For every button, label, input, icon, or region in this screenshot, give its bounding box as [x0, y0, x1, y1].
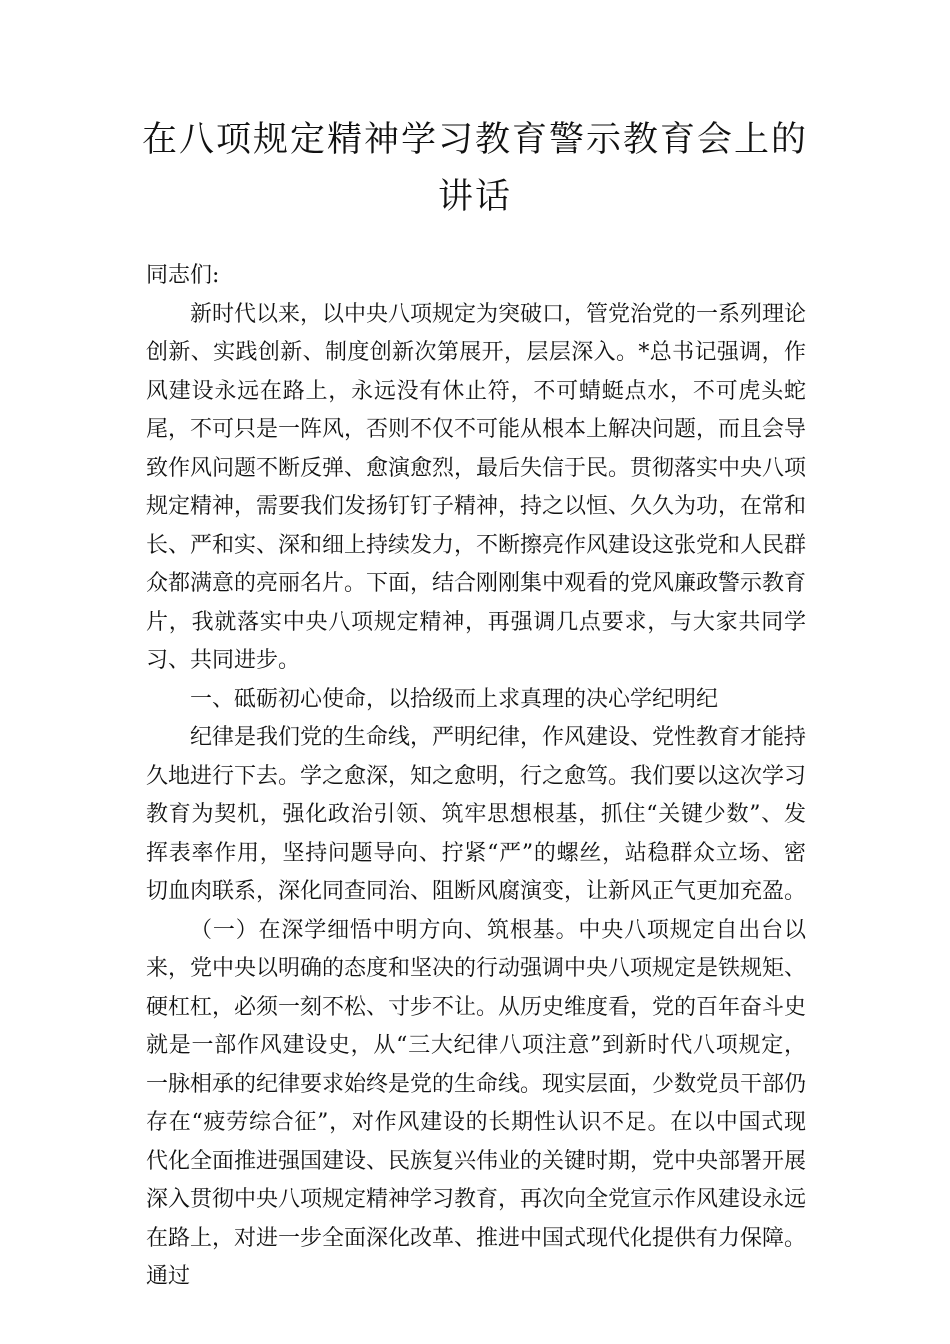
section-heading-1: 一、砥砺初心使命，以拾级而上求真理的决心学纪明纪 — [190, 686, 719, 712]
greeting: 同志们: — [146, 263, 220, 288]
paragraph-discipline: 纪律是我们党的生命线，严明纪律，作风建设、党性教育才能持久地进行下去。学之愈深，知之愈明，行之愈笃。我们要以这次学习教育为契机，强化政治引领、筑牢思想根基，抓住“关键少数”、发挥表率作用，坚持问题导向、拧紧“严”的螺丝，站稳群众立场、密切血肉联系，深化同查同治、阻断风腐演变，让新风正气更加充盈。 — [146, 725, 807, 904]
document-body — [146, 257, 806, 1297]
title-line-1: 在八项规定精神学习教育警示教育会上的 — [141, 120, 808, 160]
paragraph-subsection-1: （一）在深学细悟中明方向、筑根基。中央八项规定自出台以来，党中央以明确的态度和坚决的行动强调中央八项规定是铁规矩、硬杠杠，必须一刻不松、寸步不让。从历史维度看，党的百年奋斗史就是一部作风建设史，从“三大纪律八项注意”到新时代八项规定，一脉相承的纪律要求始终是党的生命线。现实层面，少数党员干部仍存在“疲劳综合征”，对作风建设的长期性认识不足。在以中国式现代化全面推进强国建设、民族复兴伟业的关键时期，党中央部署开展深入贯彻中央八项规定精神学习教育，再次向全党宣示作风建设永远在路上，对进一步全面深化改革、推进中国式现代化提供有力保障。通过 — [146, 917, 807, 1289]
document-title — [100, 112, 850, 226]
paragraph-intro: 新时代以来，以中央八项规定为突破口，管党治党的一系列理论创新、实践创新、制度创新次第展开，层层深入。*总书记强调，作风建设永远在路上，永远没有休止符，不可蜻蜓点水，不可虎头蛇尾，不可只是一阵风，否则不仅不可能从根本上解决问题，而且会导致作风问题不断反弹、愈演愈烈，最后失信于民。贯彻落实中央八项规定精神，需要我们发扬钉钉子精神，持之以恒、久久为功，在常和长、严和实、深和细上持续发力，不断擦亮作风建设这张党和人民群众都满意的亮丽名片。下面，结合刚刚集中观看的党风廉政警示教育片，我就落实中央八项规定精神，再强调几点要求，与大家共同学习、共同进步。 — [146, 301, 807, 673]
title-line-2: 讲话 — [437, 177, 512, 217]
